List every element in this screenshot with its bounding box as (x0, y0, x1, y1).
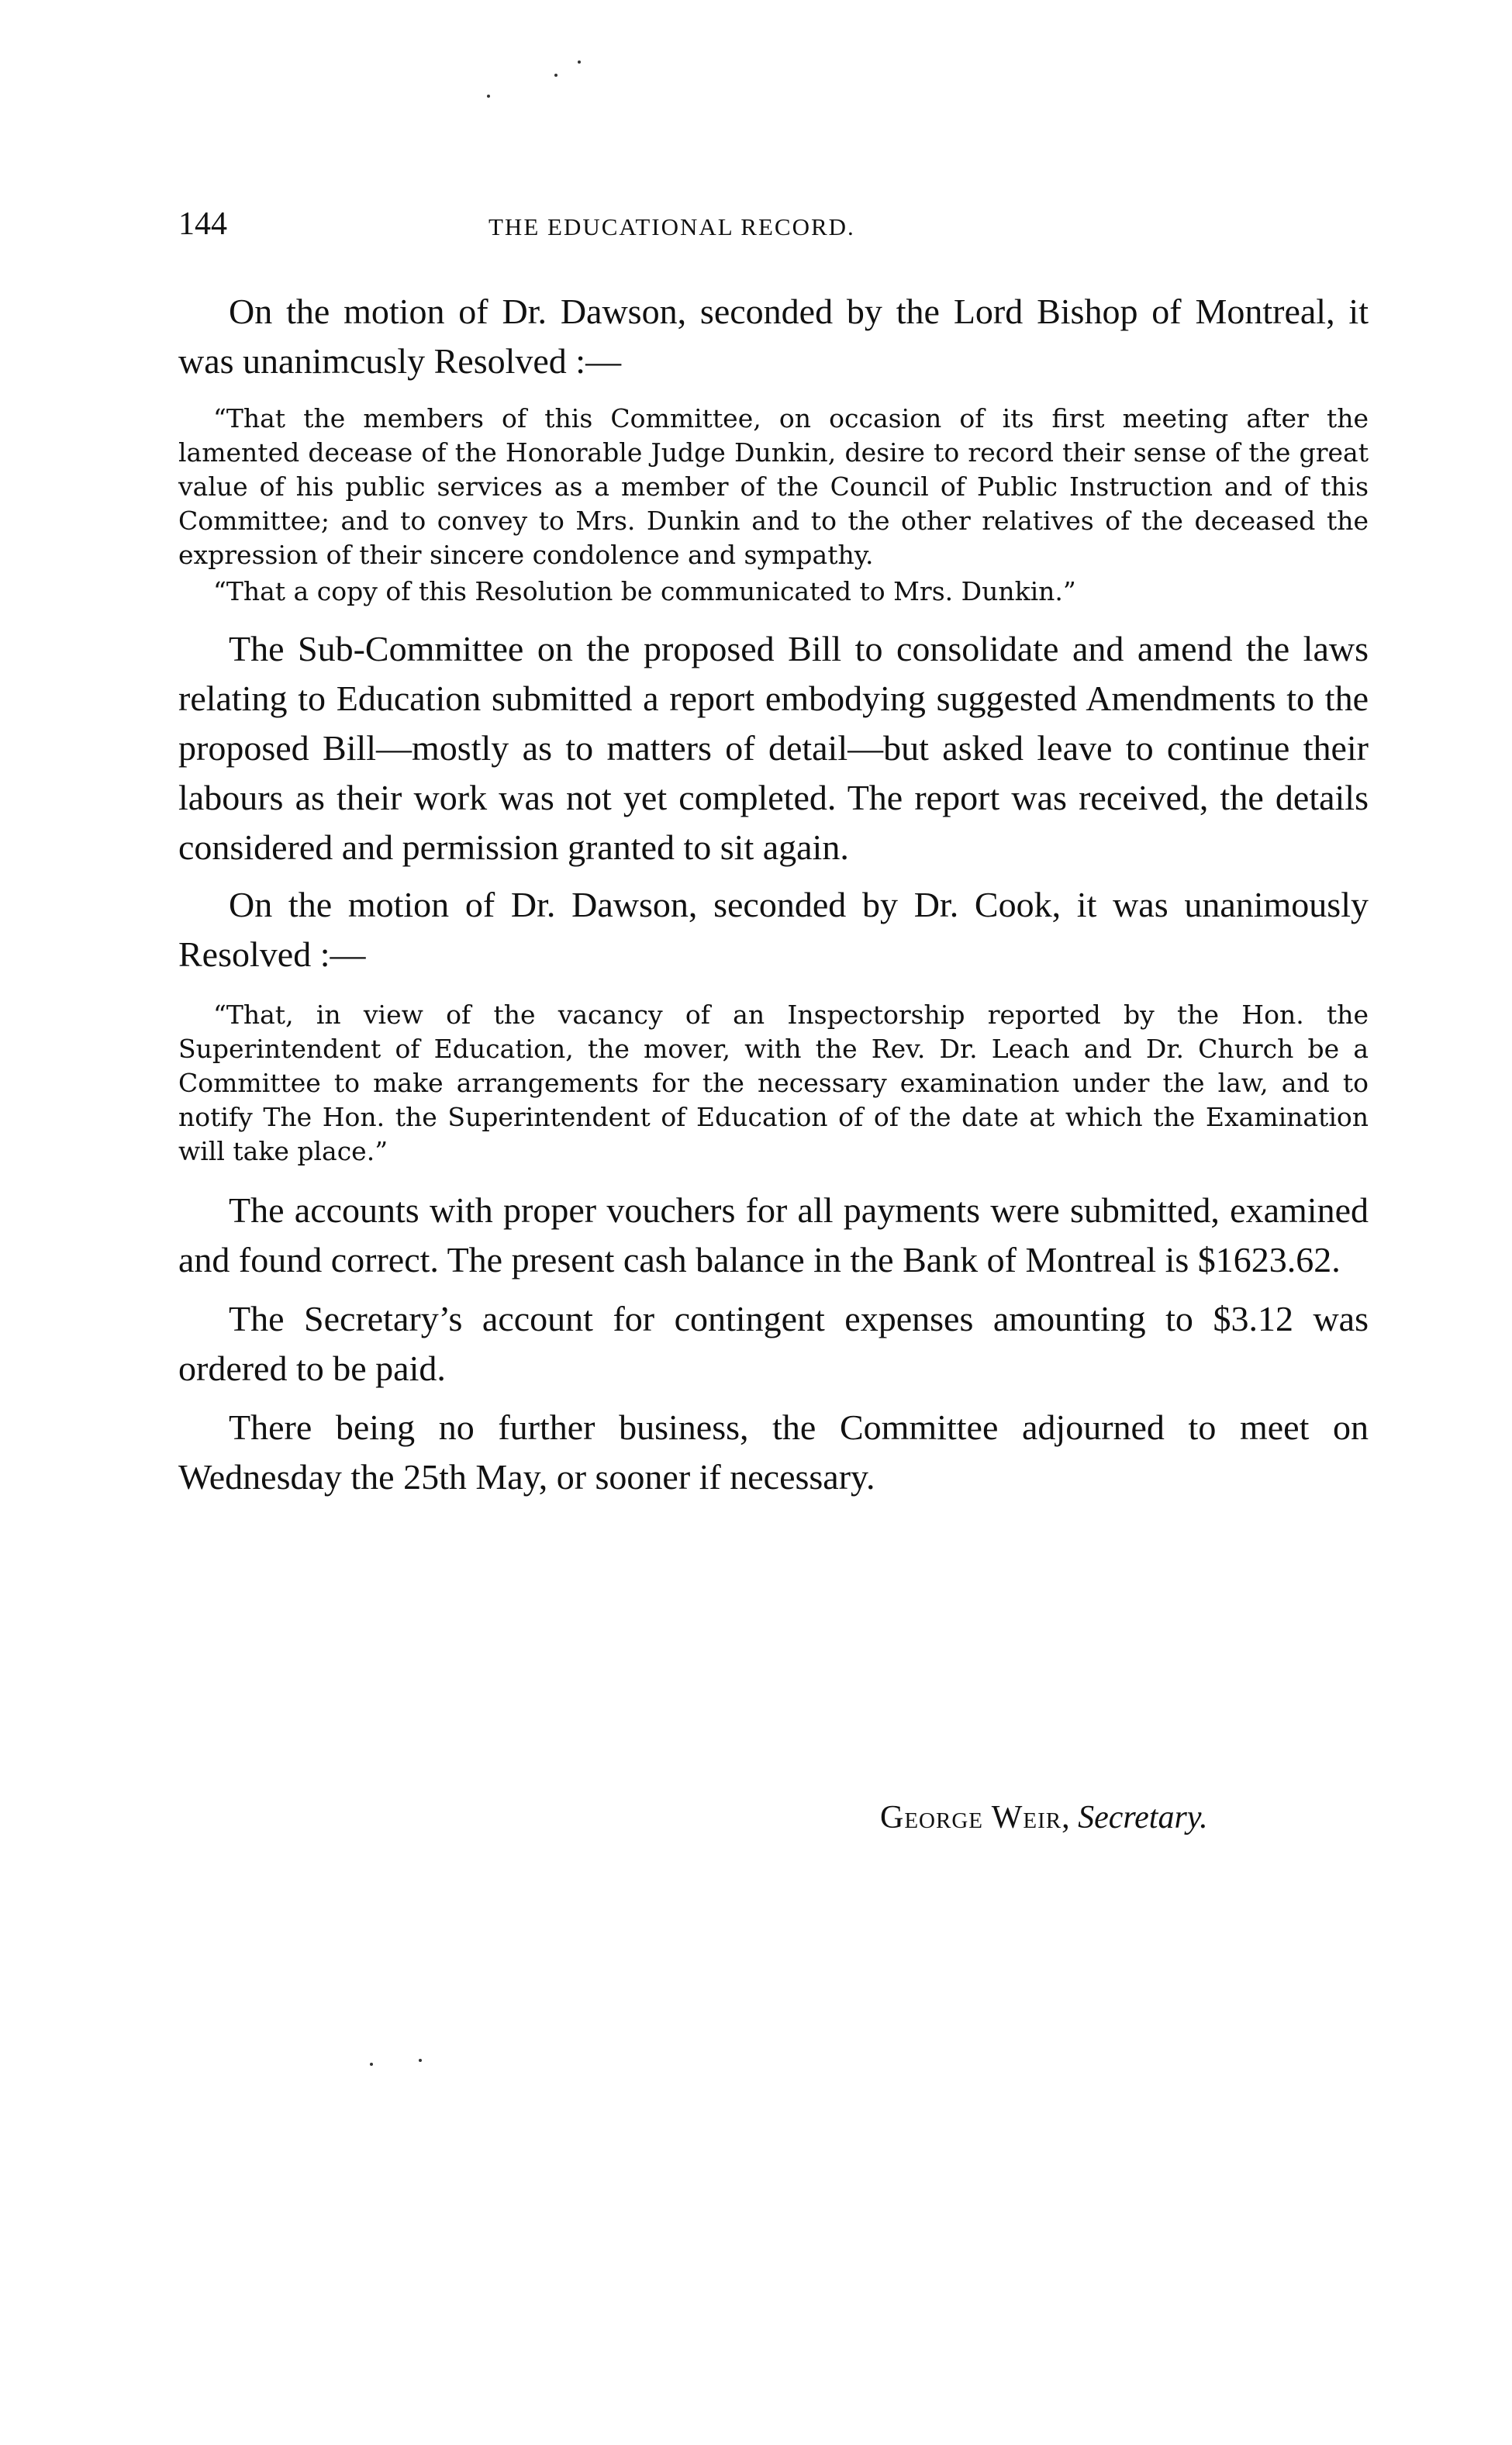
paragraph-secretary-account: The Secretary’s account for contingent expenses amounting to $3.12 was ordered to be paid. (178, 1299, 1369, 1388)
print-speck (487, 95, 490, 98)
paragraph-accounts: The accounts with proper vouchers for all payments were submitted, examined and found correct. The present cash balance in the Bank of Montreal is $1623.62. (178, 1190, 1369, 1279)
signature-name: George Weir (880, 1800, 1062, 1835)
body-text (178, 287, 1369, 1502)
print-speck (578, 60, 581, 64)
signature-line (880, 1799, 1208, 1836)
page-number: 144 (178, 206, 227, 242)
quote-resolution-dunkin: “That the members of this Committee, on occasion of its first meeting after the lamented decease of the Honorable Judge Dunkin, desire to record their sense of the great value of his public services as a member of the Council of Public Instruction and of this Committee; and to convey to Mrs. Dunkin and to the other relatives of the deceased the expression of their sincere condolence and sympathy. (178, 403, 1369, 570)
quote-resolution-copy: “That a copy of this Resolution be communicated to Mrs. Dunkin.” (213, 576, 1076, 606)
signature-title: Secretary. (1078, 1800, 1208, 1835)
paragraph-motion-dawson-cook: On the motion of Dr. Dawson, seconded by Dr. Cook, it was unanimously Resolved :— (178, 885, 1369, 974)
print-speck (370, 2063, 373, 2066)
paragraph-sub-committee-report: The Sub-Committee on the proposed Bill to consolidate and amend the laws relating to Education submitted a report embodying suggested Amendments to the proposed Bill—mostly as to matters of detail—but asked leave to continue their labours as their work was not yet completed. The report was received, the details considered and permission granted to sit again. (178, 629, 1369, 867)
signature-separator: , (1062, 1800, 1079, 1835)
page-header (178, 205, 1357, 252)
paragraph-motion-dawson-bishop: On the motion of Dr. Dawson, seconded by the Lord Bishop of Montreal, it was unanimcusly Resolved :— (178, 292, 1369, 381)
print-speck (419, 2059, 422, 2062)
paragraph-adjournment: There being no further business, the Committee adjourned to meet on Wednesday the 25th May, or sooner if necessary. (178, 1407, 1369, 1497)
running-title: THE EDUCATIONAL RECORD. (488, 213, 855, 240)
print-speck (554, 74, 558, 77)
quote-resolution-inspectorship: “That, in view of the vacancy of an Inspectorship reported by the Hon. the Superintendent of Education, the mover, with the Rev. Dr. Leach and Dr. Church be a Committee to make arrangements for the necessary examination under the law, and to notify The Hon. the Superintendent of Education of of the date at which the Examination will take place.” (178, 1000, 1369, 1166)
